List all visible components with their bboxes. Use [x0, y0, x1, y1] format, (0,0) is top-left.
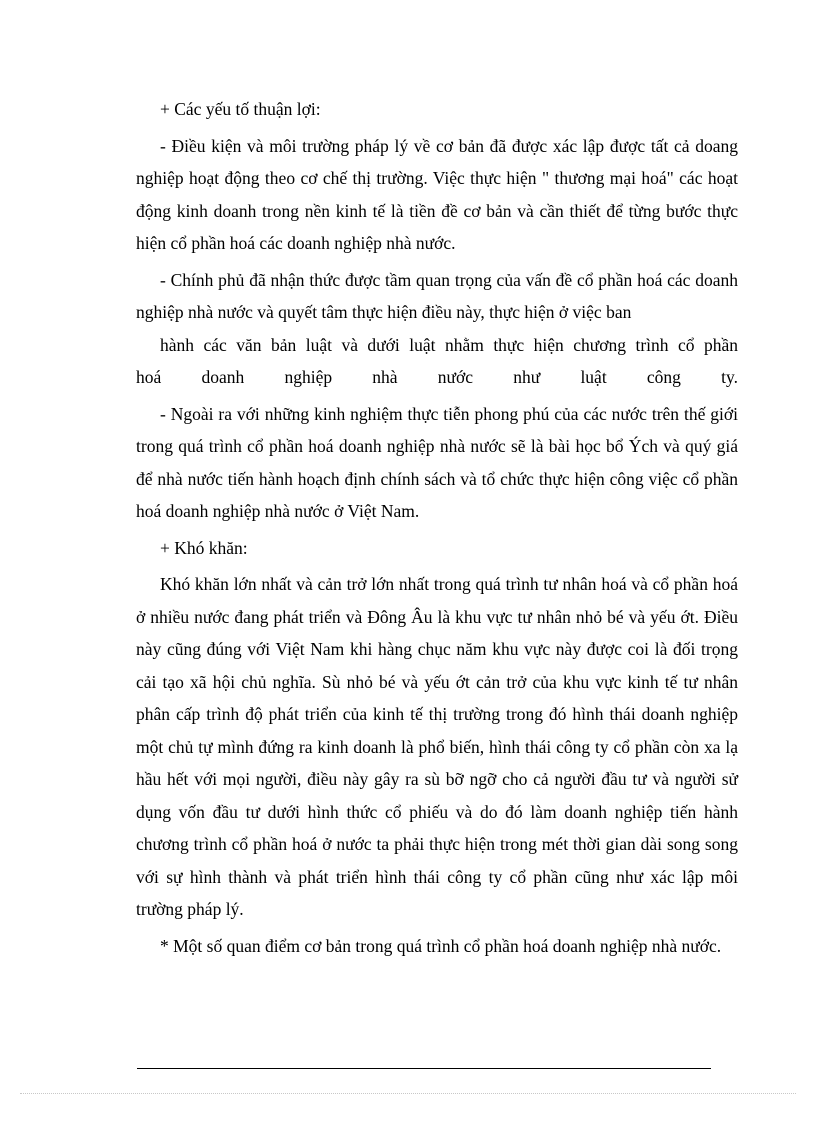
paragraph-basic-viewpoints: * Một số quan điểm cơ bản trong quá trình cổ phần hoá doanh nghiệp nhà nước.	[160, 935, 722, 956]
footer-divider	[137, 1068, 711, 1069]
paragraph-government-awareness-end: hoá doanh nghiệp nhà nước như luật công ty.	[136, 367, 738, 387]
paragraph-private-sector: Khó khăn lớn nhất và cản trở lớn nhất trong quá trình tư nhân hoá và cổ phần hoá ở nhiều nước đang phát triển và Đông Âu là khu vực tư nhân nhỏ bé và yếu ớt. Điều này cũng đúng với Việt Nam khi hàng chục năm khu vực này được coi là đối trọng cải tạo xã hội chủ nghĩa. Sù nhỏ bé và yếu ớt cản trở của khu vực kinh tế tư nhân phân cấp trình độ phát triển của kinh tế thị trường trong đó hình thái doanh nghiệp một chủ tự mình đứng ra kinh doanh là phổ biến, hình thái công ty cổ phần còn xa lạ hầu hết với mọi người, điều này gây ra sù bỡ ngỡ cho cả người đầu tư và người sử dụng vốn đầu tư dưới hình thức cổ phiếu và do đó làm doanh nghiệp tiến hành chương trình cổ phần hoá ở nước ta phải thực hiện trong mét thời gian dài song song với sự hình thành và phát triển hình thái công ty cổ phần cũng như xác lập môi trường pháp lý.	[136, 574, 738, 919]
heading-favorable-factors: + Các yếu tố thuận lợi:	[160, 99, 321, 119]
heading-difficulties: + Khó khăn:	[160, 537, 248, 558]
page-bottom-border	[20, 1093, 796, 1094]
document-body	[136, 93, 738, 966]
paragraph-government-awareness: - Chính phủ đã nhận thức được tầm quan trọng của vấn đề cổ phần hoá các doanh nghiệp nhà nước và quyết tâm thực hiện điều này, thực hiện ở việc ban	[136, 269, 738, 322]
paragraph-legal-environment: - Điều kiện và môi trường pháp lý về cơ bản đã được xác lập được tất cả doang nghiệp hoạt động theo cơ chế thị trường. Việc thực hiện " thương mại hoá" các hoạt động kinh doanh trong nền kinh tế là tiền đề cơ bản và cần thiết để từng bước thực hiện cổ phần hoá các doanh nghiệp nhà nước.	[136, 135, 738, 253]
paragraph-international-experience: - Ngoài ra với những kinh nghiệm thực tiễn phong phú của các nước trên thế giới trong quá trình cổ phần hoá doanh nghiệp nhà nước sẽ là bài học bổ Ých và quý giá để nhà nước tiến hành hoạch định chính sách và tổ chức thực hiện công việc cổ phần hoá doanh nghiệp nhà nước ở Việt Nam.	[136, 403, 738, 521]
paragraph-government-awareness-cont: hành các văn bản luật và dưới luật nhằm thực hiện chương trình cổ phần	[160, 334, 738, 355]
